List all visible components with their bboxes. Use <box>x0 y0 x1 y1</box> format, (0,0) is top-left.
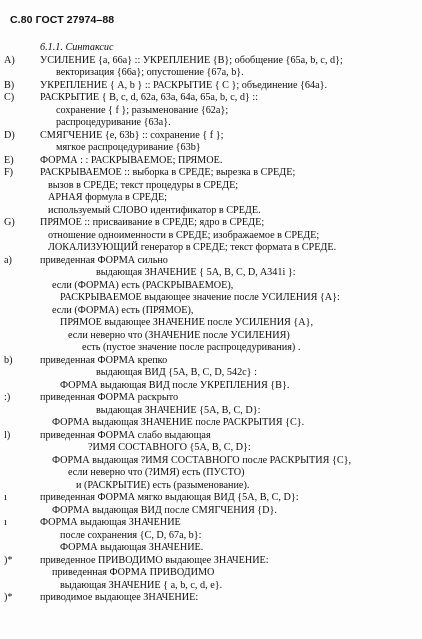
line-text: векторизация {66a}; опустошение {67a, b}. <box>56 67 244 78</box>
rule-marker: ı <box>4 492 7 503</box>
text-line <box>0 517 422 530</box>
line-text: выдающая ВИД {5A, B, C, D, 542c} : <box>96 367 257 378</box>
text-line <box>0 405 422 418</box>
text-line <box>0 567 422 580</box>
line-text: АРНАЯ формула в СРЕДЕ; <box>48 192 168 203</box>
text-line <box>0 255 422 268</box>
text-line <box>0 342 422 355</box>
text-line <box>0 242 422 255</box>
text-line <box>0 505 422 518</box>
line-text: УКРЕПЛЕНИЕ { A, b } :: РАСКРЫТИЕ { C }; объединение {64a}. <box>40 79 328 91</box>
text-line <box>0 92 422 105</box>
text-line <box>0 105 422 118</box>
text-line <box>0 305 422 318</box>
line-text: ?ИМЯ СОСТАВНОГО {5A, B, C, D}: <box>88 442 251 453</box>
line-text: если (ФОРМА) есть (ПРЯМОЕ), <box>52 304 194 316</box>
line-text: приведенная ФОРМА крепко <box>40 354 168 366</box>
text-line <box>0 80 422 93</box>
line-text: если (ФОРМА) есть (РАСКРЫВАЕМОЕ), <box>52 279 234 291</box>
text-line <box>0 130 422 143</box>
text-line <box>0 42 422 55</box>
text-line <box>0 330 422 343</box>
text-line <box>0 355 422 368</box>
line-text: если неверно что (?ИМЯ) есть (ПУСТО) <box>68 467 245 478</box>
text-line <box>0 417 422 430</box>
text-line <box>0 592 422 605</box>
page-header: С.80 ГОСТ 27974–88 <box>10 14 115 26</box>
text-line <box>0 380 422 393</box>
line-text: если неверно что (ЗНАЧЕНИЕ после УСИЛЕНИЯ) <box>68 329 290 341</box>
text-line <box>0 192 422 205</box>
line-text: выдающая ЗНАЧЕНИЕ { 5A, B, C, D, A341i }: <box>96 267 296 278</box>
text-line <box>0 55 422 68</box>
rule-marker: F) <box>4 167 14 178</box>
rule-marker: А) <box>4 54 15 66</box>
line-text: приведенная ФОРМА раскрыто <box>40 392 179 403</box>
line-text: ФОРМА выдающая ?ИМЯ СОСТАВНОГО после РАСКРЫТИЯ {C}, <box>52 454 352 466</box>
rule-marker: а) <box>4 254 12 266</box>
text-line <box>0 280 422 293</box>
line-text: после сохранения {C, D, 67a, b}: <box>60 529 202 541</box>
rule-marker: l) <box>4 429 11 441</box>
line-text: РАСКРЫВАЕМОЕ выдающее значение после УСИЛЕНИЯ {A}: <box>60 292 340 303</box>
text-line <box>0 117 422 130</box>
line-text: РАСКРЫВАЕМОЕ :: выборка в СРЕДЕ; вырезка в СРЕДЕ; <box>40 167 296 178</box>
rule-marker: ı <box>4 517 7 528</box>
line-text: приведенная ФОРМА сильно <box>40 254 168 266</box>
text-line <box>0 155 422 168</box>
rule-marker: )* <box>4 592 13 603</box>
text-line <box>0 230 422 243</box>
syntax-body <box>0 42 422 605</box>
line-text: приведенная ФОРМА ПРИВОДИМО <box>52 567 215 578</box>
line-text: и (РАСКРЫТИЕ) есть (разыменование). <box>76 479 250 491</box>
text-line <box>0 205 422 218</box>
text-line <box>0 430 422 443</box>
text-line <box>0 455 422 468</box>
line-text: СМЯГЧЕНИЕ {e, 63b} :: сохранение { f }; <box>40 129 224 141</box>
text-line <box>0 267 422 280</box>
rule-marker: :) <box>4 392 11 403</box>
text-line <box>0 67 422 80</box>
text-line <box>0 142 422 155</box>
line-text: отношение одноименности в СРЕДЕ; изображаемое в СРЕДЕ; <box>48 229 320 241</box>
rule-marker: D) <box>4 129 15 141</box>
line-text: ПРЯМОЕ :: присваивание в СРЕДЕ; ядро в СРЕДЕ; <box>40 217 265 228</box>
line-text: ФОРМА : : РАСКРЫВАЕМОЕ; ПРЯМОЕ. <box>40 154 223 166</box>
text-line <box>0 555 422 568</box>
line-text: ФОРМА выдающая ВИД после УКРЕПЛЕНИЯ {B}. <box>60 379 290 391</box>
line-text: 6.1.1. Синтаксис <box>40 42 114 53</box>
rule-marker: Е) <box>4 154 14 166</box>
text-line <box>0 467 422 480</box>
line-text: РАСКРЫТИЕ { B, c, d, 62a, 63a, 64a, 65a, b, c, d} :: <box>40 92 259 103</box>
line-text: ФОРМА выдающая ЗНАЧЕНИЕ после РАСКРЫТИЯ {C}. <box>52 417 305 428</box>
line-text: приведенное ПРИВОДИМО выдающее ЗНАЧЕНИЕ: <box>40 554 269 566</box>
text-line <box>0 492 422 505</box>
line-text: ПРЯМОЕ выдающее ЗНАЧЕНИЕ после УСИЛЕНИЯ {A}, <box>60 317 314 328</box>
rule-marker: G) <box>4 217 15 228</box>
line-text: сохранение { f }; разыменование {62a}; <box>56 104 229 116</box>
line-text: приведенная ФОРМА мягко выдающая ВИД {5A, B, C, D}: <box>40 492 299 503</box>
text-line <box>0 180 422 193</box>
rule-marker: )* <box>4 554 13 566</box>
line-text: приведенная ФОРМА слабо выдающая <box>40 429 211 441</box>
line-text: есть (пустое значение после распроцедуривания) . <box>82 342 301 353</box>
line-text: выдающая ЗНАЧЕНИЕ {5A, B, C, D}: <box>96 404 261 416</box>
line-text: используемый СЛОВО идентификатор в СРЕДЕ. <box>48 204 261 216</box>
rule-marker: В) <box>4 79 15 91</box>
text-line <box>0 580 422 593</box>
rule-marker: С) <box>4 92 15 103</box>
text-line <box>0 442 422 455</box>
line-text: выдающая ЗНАЧЕНИЕ { a, b, c, d, e}. <box>60 579 223 591</box>
rule-marker: b) <box>4 354 13 366</box>
text-line <box>0 392 422 405</box>
line-text: ФОРМА выдающая ЗНАЧЕНИЕ. <box>60 542 204 553</box>
line-text: приводимое выдающее ЗНАЧЕНИЕ: <box>40 592 199 603</box>
text-line <box>0 530 422 543</box>
line-text: УСИЛЕНИЕ {a, 66a} :: УКРЕПЛЕНИЕ {B}; обобщение {65a, b, c, d}; <box>40 54 343 66</box>
line-text: распроцедуривание {63a}. <box>56 117 171 128</box>
text-line <box>0 167 422 180</box>
line-text: вызов в СРЕДЕ; текст процедуры в СРЕДЕ; <box>48 179 239 191</box>
text-line <box>0 542 422 555</box>
line-text: мягкое распроцедуривание {63b} <box>56 142 201 153</box>
text-line <box>0 217 422 230</box>
line-text: ФОРМА выдающая ВИД после СМЯГЧЕНИЯ {D}. <box>52 504 277 516</box>
text-line <box>0 292 422 305</box>
line-text: ФОРМА выдающая ЗНАЧЕНИЕ <box>40 517 181 528</box>
text-line <box>0 480 422 493</box>
text-line <box>0 367 422 380</box>
line-text: ЛОКАЛИЗУЮЩИЙ генератор в СРЕДЕ; текст формата в СРЕДЕ. <box>48 242 337 253</box>
text-line <box>0 317 422 330</box>
